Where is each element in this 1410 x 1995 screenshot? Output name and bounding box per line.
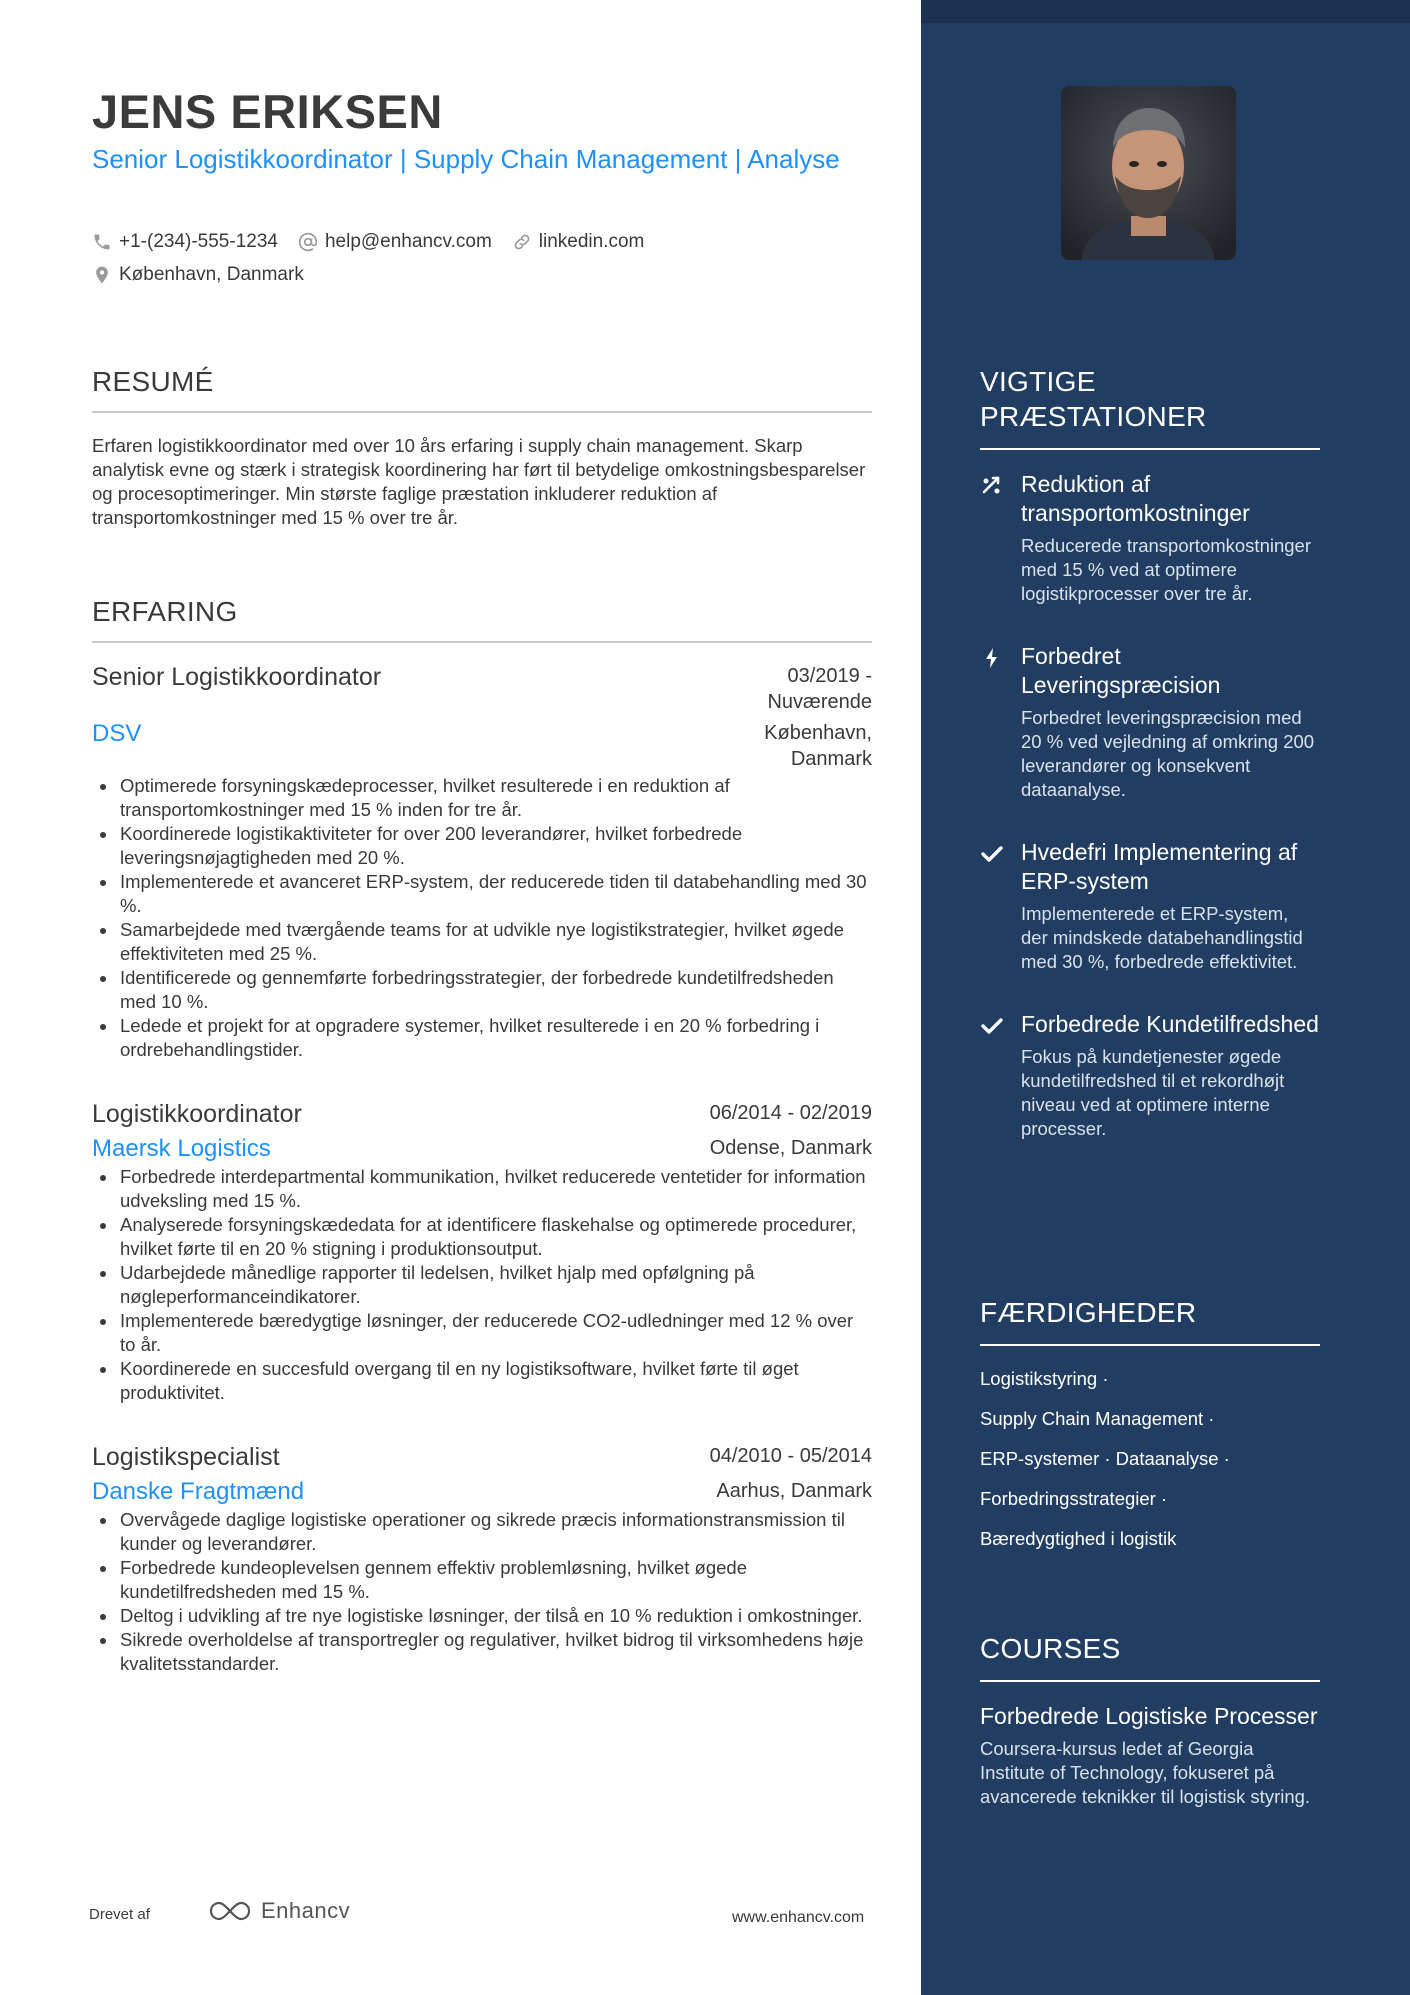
- check-icon: [980, 1014, 1004, 1038]
- achievement-description: Reducerede transportomkostninger med 15 % ved at optimere logistikprocesser over tre år.: [1021, 535, 1311, 604]
- list-item: Overvågede daglige logistiske operationer og sikrede præcis informationstransmission til kunder og leverandører.: [92, 1508, 872, 1556]
- phone-text: +1-(234)-555-1234: [119, 231, 278, 252]
- course-item: [980, 1702, 1320, 1809]
- contact-info: [92, 229, 872, 295]
- skill-line: Forbedringsstrategier ·: [980, 1488, 1168, 1509]
- job-bullets: [92, 1165, 872, 1405]
- achievement-description: Implementerede et ERP-system, der mindskede databehandlingstid med 30 %, forbedrede effektivitet.: [1021, 903, 1303, 972]
- achievements-title-line1: VIGTIGE: [980, 366, 1096, 397]
- achievement-title: Forbedret Leveringspræcision: [1021, 643, 1221, 698]
- section-divider: [92, 641, 872, 643]
- achievement-item: [980, 838, 1320, 974]
- experience-title: ERFARING: [92, 596, 238, 627]
- linkedin-text: linkedin.com: [538, 231, 645, 252]
- achievement-title: Forbedrede Kundetilfredshed: [1021, 1011, 1319, 1037]
- job-location: Odense, Danmark: [709, 1137, 872, 1159]
- job-entry: [92, 1100, 872, 1405]
- job-bullets: [92, 774, 872, 1062]
- list-item: Analyserede forsyningskædedata for at identificere flaskehalse og optimerede procedurer, hvilket førte til en 20 % stigning i produktionsoutput.: [92, 1213, 872, 1261]
- list-item: Samarbejdede med tværgående teams for at udvikle nye logistikstrategier, hvilket øgede effektiviteten med 25 %.: [92, 918, 872, 966]
- avatar: [1061, 86, 1236, 260]
- skill-line: Supply Chain Management ·: [980, 1408, 1215, 1429]
- location-contact: [92, 264, 304, 286]
- achievement-title: Hvedefri Implementering af ERP-system: [1021, 839, 1298, 894]
- job-location-country: Danmark: [790, 748, 872, 770]
- job-title: Logistikspecialist: [92, 1443, 280, 1471]
- list-item: Sikrede overholdelse af transportregler og regulativer, hvilket bidrog til virksomhedens høje kvalitetsstandarder.: [92, 1628, 872, 1676]
- job-dates: 04/2010 - 05/2014: [709, 1445, 872, 1467]
- skill-line: Logistikstyring ·: [980, 1368, 1109, 1389]
- courses-section: [980, 1631, 1320, 1809]
- section-divider: [980, 1680, 1320, 1682]
- job-company: Danske Fragtmænd: [92, 1478, 305, 1505]
- skill-line: Bæredygtighed i logistik: [980, 1528, 1177, 1549]
- phone-contact[interactable]: [92, 231, 278, 253]
- achievement-item: [980, 1010, 1320, 1141]
- at-icon: [298, 232, 318, 252]
- job-location: [764, 720, 872, 772]
- job-date-end: Nuværende: [767, 691, 872, 713]
- summary-text: Erfaren logistikkoordinator med over 10 års erfaring i supply chain management. Skarp analytisk evne og stærk i strategisk koordinering har ført til betydelige omkostningsbesparelser og procesoptimeringer. Min største faglige præstation inkluderer reduktion af transportomkostninger med 15 % over tre år.: [92, 435, 866, 528]
- sidebar-topbar: [921, 0, 1410, 23]
- job-dates: 06/2014 - 02/2019: [709, 1102, 872, 1124]
- achievement-title: Reduktion af transportomkostninger: [1021, 471, 1250, 526]
- job-dates: [767, 663, 872, 715]
- list-item: Identificerede og gennemførte forbedringsstrategier, der forbedrede kundetilfredsheden med 10 %.: [92, 966, 872, 1014]
- email-text: help@enhancv.com: [324, 231, 492, 252]
- list-item: Koordinerede logistikaktiviteter for over 200 leverandører, hvilket forbedrede leveringsnøjagtigheden med 20 %.: [92, 822, 872, 870]
- sidebar: [921, 0, 1410, 1995]
- summary-section: [92, 366, 872, 530]
- job-date-start: 03/2019 -: [787, 665, 872, 687]
- achievement-item: [980, 470, 1320, 606]
- section-divider: [92, 411, 872, 413]
- job-entry: [92, 1443, 872, 1676]
- achievements-title: [980, 364, 1320, 434]
- job-location: Aarhus, Danmark: [716, 1480, 872, 1502]
- brand-name: Enhancv: [261, 1898, 351, 1923]
- experience-section: [92, 596, 872, 1676]
- skills-title: FÆRDIGHEDER: [980, 1297, 1197, 1328]
- list-item: Implementerede et avanceret ERP-system, der reducerede tiden til databehandling med 30 %.: [92, 870, 872, 918]
- job-company: Maersk Logistics: [92, 1135, 271, 1162]
- skill-line: ERP-systemer · Dataanalyse ·: [980, 1448, 1230, 1469]
- phone-icon: [92, 232, 112, 252]
- list-item: Forbedrede interdepartmental kommunikation, hvilket reducerede ventetider for information udveksling med 15 %.: [92, 1165, 872, 1213]
- list-item: Deltog i udvikling af tre nye logistiske løsninger, der tilså en 10 % reduktion i omkostninger.: [92, 1604, 872, 1628]
- email-contact[interactable]: [298, 231, 492, 253]
- list-item: Udarbejdede månedlige rapporter til ledelsen, hvilket hjalp med opfølgning på nøgleperformanceindikatorer.: [92, 1261, 872, 1309]
- candidate-name: JENS ERIKSEN: [92, 85, 443, 138]
- list-item: Optimerede forsyningskædeprocesser, hvilket resulterede i en reduktion af transportomkostninger med 15 % inden for tre år.: [92, 774, 872, 822]
- skills-section: [980, 1295, 1320, 1567]
- candidate-headline: Senior Logistikkoordinator | Supply Chain Management | Analyse: [92, 144, 840, 174]
- enhancv-logo[interactable]: [207, 1898, 350, 1924]
- job-entry: [92, 663, 872, 1062]
- list-item: Ledede et projekt for at opgradere systemer, hvilket resulterede i en 20 % forbedring i ordrebehandlingstider.: [92, 1014, 872, 1062]
- footer-url[interactable]: www.enhancv.com: [732, 1909, 865, 1926]
- job-bullets: [92, 1508, 872, 1676]
- job-company: DSV: [92, 720, 142, 747]
- achievement-description: Forbedret leveringspræcision med 20 % ved vejledning af omkring 200 leverandører og konsekvent dataanalyse.: [1021, 707, 1315, 800]
- course-description: Coursera-kursus ledet af Georgia Institute of Technology, fokuseret på avancerede teknikker til logistisk styring.: [980, 1738, 1311, 1807]
- section-divider: [980, 1344, 1320, 1346]
- achievement-description: Fokus på kundetjenester øgede kundetilfredshed til et rekordhøjt niveau ved at optimere interne processer.: [1021, 1046, 1285, 1139]
- list-item: Koordinerede en succesfuld overgang til en ny logistiksoftware, hvilket førte til øget produktivitet.: [92, 1357, 872, 1405]
- location-pin-icon: [92, 265, 112, 285]
- achievements-section: [980, 364, 1320, 1141]
- achievement-item: [980, 642, 1320, 802]
- course-title: Forbedrede Logistiske Processer: [980, 1703, 1318, 1729]
- job-title: Senior Logistikkoordinator: [92, 663, 382, 691]
- link-icon: [512, 232, 532, 252]
- linkedin-contact[interactable]: [512, 231, 645, 253]
- check-icon: [980, 842, 1004, 866]
- list-item: Implementerede bæredygtige løsninger, der reducerede CO2-udledninger med 12 % over to år.: [92, 1309, 872, 1357]
- job-title: Logistikkoordinator: [92, 1100, 302, 1128]
- section-divider: [980, 448, 1320, 450]
- list-item: Forbedrede kundeoplevelsen gennem effektiv problemløsning, hvilket øgede kundetilfredsheden med 15 %.: [92, 1556, 872, 1604]
- job-location-city: København,: [764, 722, 872, 744]
- summary-title: RESUMÉ: [92, 366, 214, 397]
- courses-title: COURSES: [980, 1633, 1121, 1664]
- powered-by-label: Drevet af: [89, 1906, 150, 1923]
- location-text: København, Danmark: [119, 264, 304, 285]
- lightning-icon: [980, 646, 1004, 670]
- percent-arrow-icon: [980, 474, 1004, 498]
- infinity-logo-icon: [207, 1898, 253, 1924]
- achievements-title-line2: PRÆSTATIONER: [980, 401, 1207, 432]
